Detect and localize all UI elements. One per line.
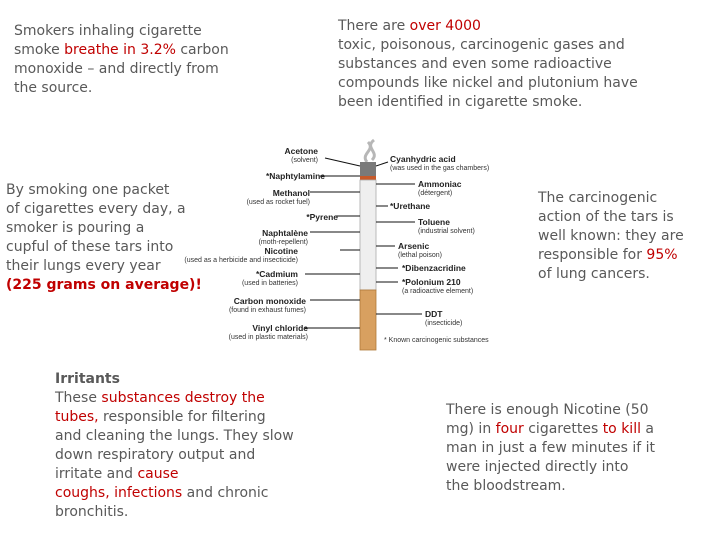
tars-line: The carcinogenic <box>538 190 658 206</box>
smoke-wisp <box>365 140 374 162</box>
right-compound-note: (lethal poison) <box>398 252 442 259</box>
smokers-line: smoke breathe in 3.2% carbon <box>14 42 229 58</box>
irritants-line: down respiratory output and <box>55 447 256 463</box>
left-compound-note: (used in plastic materials) <box>228 334 308 341</box>
highlight: tubes, <box>55 409 99 425</box>
smokers-line: monoxide – and directly from <box>14 61 219 77</box>
gases-line: compounds like nickel and plutonium have <box>338 75 638 91</box>
smokers-line: the source. <box>14 80 93 96</box>
tars-line: responsible for 95% <box>538 247 678 263</box>
cigarette-paper <box>360 180 376 290</box>
highlight: 95% <box>646 247 678 263</box>
right-compound-note: (insecticide) <box>425 320 463 327</box>
nicotine-line: the bloodstream. <box>446 478 566 494</box>
left-compound-note: (used as a herbicide and insecticide) <box>184 257 298 264</box>
right-compound-label: Toluene <box>418 217 450 227</box>
left-compound-label: Vinyl chloride <box>252 323 308 333</box>
left-compound-note: (solvent) <box>291 157 318 164</box>
right-compound-label: *Dibenzacridine <box>402 263 466 273</box>
highlight: cause <box>137 466 179 482</box>
cigarette-diagram <box>184 140 520 355</box>
left-compound-label: Nicotine <box>264 246 298 256</box>
right-compound-note: (détergent) <box>418 190 453 197</box>
nicotine-line: man in just a few minutes if it <box>446 440 655 456</box>
packet-line: cupful of these tars into <box>6 239 174 255</box>
carcinogen-note: * Known carcinogenic substances <box>384 337 489 344</box>
left-compound-note: (found in exhaust fumes) <box>228 307 306 314</box>
highlight: to kill <box>602 421 641 437</box>
tars-line: of lung cancers. <box>538 266 650 282</box>
highlight: substances destroy the <box>101 390 265 406</box>
left-compound-label: Carbon monoxide <box>233 296 306 306</box>
highlight: coughs, infections <box>55 485 183 501</box>
gases-line: There are over 4000 <box>338 18 481 34</box>
right-compound-label: Arsenic <box>398 241 430 251</box>
packet-line: their lungs every year <box>6 258 161 274</box>
irritants-line: bronchitis. <box>55 504 129 520</box>
right-compound-label: *Polonium 210 <box>402 277 461 287</box>
smokers-text <box>14 22 314 98</box>
packet-line: (225 grams on average)! <box>6 277 202 293</box>
left-compound-label: *Cadmium <box>255 269 298 279</box>
gases-line: toxic, poisonous, carcinogenic gases and <box>338 37 625 53</box>
right-compound-note: (a radioactive element) <box>402 288 474 295</box>
nicotine-line: There is enough Nicotine (50 <box>446 402 649 418</box>
irritants-line: irritate and cause <box>55 466 179 482</box>
irritants-title: Irritants <box>55 371 120 387</box>
highlight: over 4000 <box>409 18 481 34</box>
right-labels <box>390 154 489 327</box>
highlight: four <box>495 421 524 437</box>
packet-line: By smoking one packet <box>6 182 170 198</box>
left-compound-label: Methanol <box>272 188 310 198</box>
gases-line: been identified in cigarette smoke. <box>338 94 583 110</box>
irritants-line: coughs, infections and chronic <box>55 485 269 501</box>
nicotine-text <box>446 401 716 496</box>
left-compound-label: *Pyrene <box>306 212 338 222</box>
right-compound-label: Cyanhydric acid <box>390 154 456 164</box>
irritants-line: and cleaning the lungs. They slow <box>55 428 294 444</box>
irritants-text <box>55 370 325 522</box>
left-compound-label: *Naphtylamine <box>265 171 325 181</box>
tars-line: action of the tars is <box>538 209 674 225</box>
cigarette-filter <box>360 290 376 350</box>
left-compound-note: (used in batteries) <box>241 280 298 287</box>
left-compound-note: (used as rocket fuel) <box>246 199 310 206</box>
tars-line: well known: they are <box>538 228 684 244</box>
packet-line: smoker is pouring a <box>6 220 145 236</box>
left-compound-label: Naphtalène <box>262 228 308 238</box>
left-labels <box>184 146 338 341</box>
right-compound-label: DDT <box>425 309 443 319</box>
left-compound-label: Acetone <box>284 146 318 156</box>
gases-text <box>338 17 718 112</box>
smokers-line: Smokers inhaling cigarette <box>14 23 202 39</box>
left-compound-note: (moth-repellent) <box>258 239 308 246</box>
right-compound-note: (was used in the gas chambers) <box>390 165 490 172</box>
packet-text <box>6 181 206 295</box>
nicotine-line: mg) in four cigarettes to kill a <box>446 421 654 437</box>
irritants-line: tubes, responsible for filtering <box>55 409 266 425</box>
nicotine-line: were injected directly into <box>446 459 629 475</box>
irritants-line: These substances destroy the <box>55 390 265 406</box>
tars-text <box>538 189 723 284</box>
gases-line: substances and even some radioactive <box>338 56 612 72</box>
right-compound-note: (industrial solvent) <box>418 228 475 235</box>
right-compound-label: *Urethane <box>390 201 431 211</box>
right-compound-label: Ammoniac <box>418 179 462 189</box>
highlight: breathe in 3.2% <box>64 42 176 58</box>
packet-line: of cigarettes every day, a <box>6 201 186 217</box>
